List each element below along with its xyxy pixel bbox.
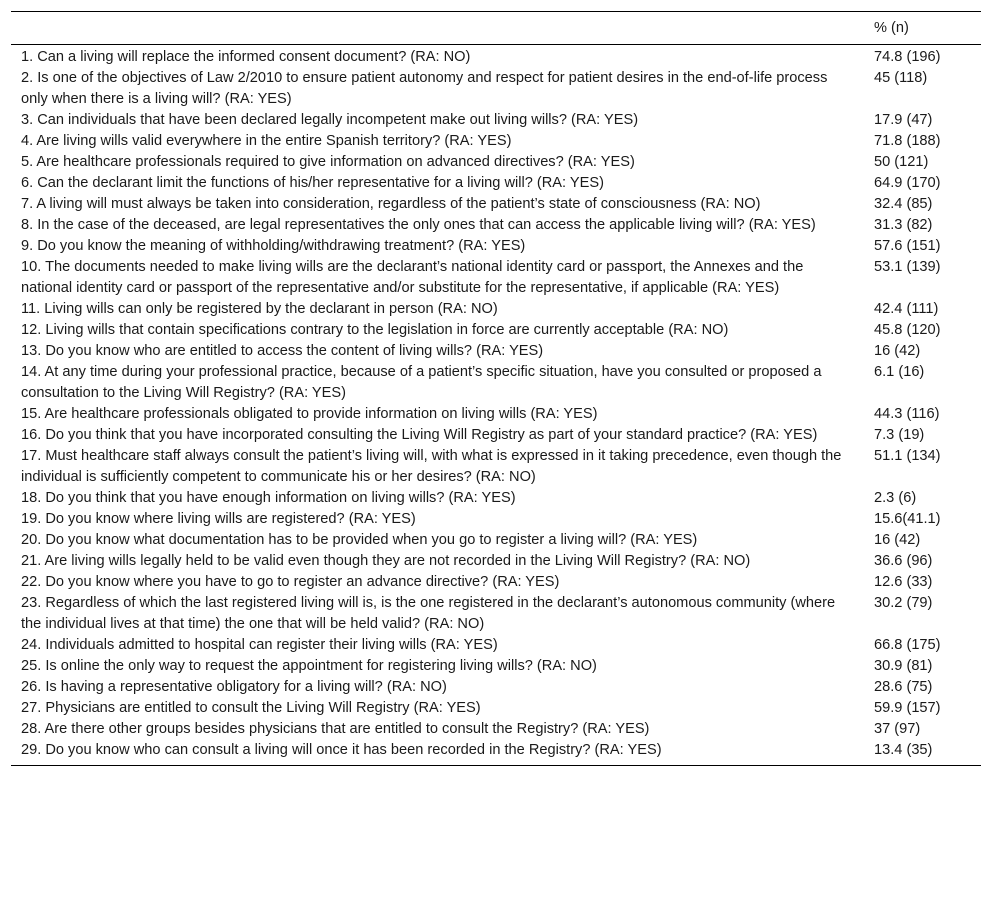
percent-cell: 45.8 (120): [874, 322, 941, 338]
table-row: [11, 110, 981, 131]
percent-cell: 44.3 (116): [874, 406, 940, 422]
question-cell: 8. In the case of the deceased, are legal representatives the only ones that can access the applicable living will? (RA: YES): [21, 217, 816, 233]
percent-cell: 36.6 (96): [874, 553, 933, 569]
table-row: [11, 509, 981, 530]
percent-cell: 74.8 (196): [874, 49, 941, 65]
question-cell: 18. Do you think that you have enough information on living wills? (RA: YES): [21, 490, 516, 506]
percent-cell: 31.3 (82): [874, 217, 933, 233]
table-row: [11, 236, 981, 257]
table-row: [11, 677, 981, 698]
question-cell: 14. At any time during your professional practice, because of a patient’s specific situation, have you consulted or proposed a consultation to the Living Will Registry? (RA: YES): [21, 364, 822, 401]
question-column-header: [11, 12, 874, 45]
table-row: [11, 68, 981, 110]
question-cell: 4. Are living wills valid everywhere in the entire Spanish territory? (RA: YES): [21, 133, 512, 149]
percent-cell: 30.2 (79): [874, 595, 933, 611]
percent-cell: 37 (97): [874, 721, 921, 737]
question-cell: 9. Do you know the meaning of withholding/withdrawing treatment? (RA: YES): [21, 238, 526, 254]
percent-cell: 12.6 (33): [874, 574, 933, 590]
percent-cell: 57.6 (151): [874, 238, 941, 254]
header-row: [11, 12, 981, 45]
table-row: [11, 656, 981, 677]
percent-cell: 42.4 (111): [874, 301, 939, 317]
question-cell: 1. Can a living will replace the informed consent document? (RA: NO): [21, 49, 471, 65]
table-row: [11, 719, 981, 740]
percent-cell: 50 (121): [874, 154, 929, 170]
table-row: [11, 362, 981, 404]
table-row: [11, 593, 981, 635]
percent-cell: 13.4 (35): [874, 740, 981, 766]
question-cell: 5. Are healthcare professionals required to give information on advanced directives? (RA: YES): [21, 154, 635, 170]
table-row: [11, 404, 981, 425]
table-row: [11, 320, 981, 341]
question-cell: 16. Do you think that you have incorporated consulting the Living Will Registry as part of your standard practice? (RA: YES): [21, 427, 818, 443]
question-cell: 6. Can the declarant limit the functions of his/her representative for a living will? (RA: YES): [21, 175, 604, 191]
table-row: [11, 551, 981, 572]
question-cell: 12. Living wills that contain specifications contrary to the legislation in force are currently acceptable (RA: NO): [21, 322, 729, 338]
table-row: [11, 45, 981, 69]
table-row: [11, 131, 981, 152]
percent-cell: 16 (42): [874, 343, 921, 359]
table-row: [11, 194, 981, 215]
question-cell: 17. Must healthcare staff always consult the patient’s living will, with what is expressed in it taking precedence, even though the individual is sufficiently competent to communicate his or her desires? (RA: NO): [21, 448, 842, 485]
table-row: [11, 488, 981, 509]
percent-cell: 66.8 (175): [874, 637, 941, 653]
table-row: [11, 425, 981, 446]
question-cell: 29. Do you know who can consult a living will once it has been recorded in the Registry? (RA: YES): [11, 740, 874, 766]
question-cell: 24. Individuals admitted to hospital can register their living wills (RA: YES): [21, 637, 498, 653]
question-cell: 19. Do you know where living wills are registered? (RA: YES): [21, 511, 416, 527]
table-row: [11, 530, 981, 551]
table-row: [11, 152, 981, 173]
table-row: [11, 635, 981, 656]
table-row: [11, 299, 981, 320]
table-row: [11, 173, 981, 194]
question-cell: 21. Are living wills legally held to be valid even though they are not recorded in the Living Will Registry? (RA: NO): [21, 553, 751, 569]
percent-cell: 32.4 (85): [874, 196, 933, 212]
question-cell: 10. The documents needed to make living wills are the declarant’s national identity card or passport, the Annexes and the national identity card or passport of the representative and/or substitute for the representative, if applicable (RA: YES): [21, 259, 804, 296]
percent-cell: 71.8 (188): [874, 133, 941, 149]
table-row: [11, 446, 981, 488]
table-header: [11, 12, 981, 45]
question-cell: 23. Regardless of which the last registered living will is, is the one registered in the declarant’s autonomous community (where the individual lives at that time) the one that will be held valid? (RA: NO): [21, 595, 836, 632]
results-table: [11, 11, 981, 766]
percent-cell: 45 (118): [874, 70, 928, 86]
question-cell: 3. Can individuals that have been declared legally incompetent make out living wills? (RA: YES): [21, 112, 639, 128]
percent-cell: 6.1 (16): [874, 364, 925, 380]
table-body: [11, 45, 981, 766]
question-cell: 22. Do you know where you have to go to register an advance directive? (RA: YES): [21, 574, 560, 590]
question-cell: 2. Is one of the objectives of Law 2/2010 to ensure patient autonomy and respect for patient desires in the end-of-life process only when there is a living will? (RA: YES): [21, 70, 828, 107]
question-cell: 13. Do you know who are entitled to access the content of living wills? (RA: YES): [21, 343, 544, 359]
question-cell: 20. Do you know what documentation has to be provided when you go to register a living will? (RA: YES): [21, 532, 698, 548]
table-row: [11, 257, 981, 299]
percent-cell: 2.3 (6): [874, 490, 917, 506]
percent-cell: 7.3 (19): [874, 427, 925, 443]
percent-cell: 16 (42): [874, 532, 921, 548]
table-row: [11, 341, 981, 362]
percent-cell: 59.9 (157): [874, 700, 941, 716]
table-row: [11, 572, 981, 593]
question-cell: 15. Are healthcare professionals obligated to provide information on living wills (RA: YES): [21, 406, 598, 422]
percent-cell: 17.9 (47): [874, 112, 933, 128]
percent-cell: 28.6 (75): [874, 679, 933, 695]
percent-cell: 53.1 (139): [874, 259, 941, 275]
table-row: [11, 215, 981, 236]
percent-cell: 15.6(41.1): [874, 511, 941, 527]
question-cell: 26. Is having a representative obligatory for a living will? (RA: NO): [21, 679, 447, 695]
question-cell: 27. Physicians are entitled to consult the Living Will Registry (RA: YES): [21, 700, 481, 716]
question-cell: 28. Are there other groups besides physicians that are entitled to consult the Registry? (RA: YES): [21, 721, 650, 737]
percent-cell: 64.9 (170): [874, 175, 941, 191]
percent-cell: 30.9 (81): [874, 658, 933, 674]
table-row: [11, 698, 981, 719]
percent-cell: 51.1 (134): [874, 448, 941, 464]
percent-column-header: % (n): [874, 12, 981, 45]
results-table-container: [11, 11, 981, 766]
question-cell: 25. Is online the only way to request the appointment for registering living wills? (RA: NO): [21, 658, 597, 674]
question-cell: 11. Living wills can only be registered by the declarant in person (RA: NO): [21, 301, 498, 317]
table-row: [11, 740, 981, 766]
question-cell: 7. A living will must always be taken into consideration, regardless of the patient’s state of consciousness (RA: NO): [21, 196, 761, 212]
